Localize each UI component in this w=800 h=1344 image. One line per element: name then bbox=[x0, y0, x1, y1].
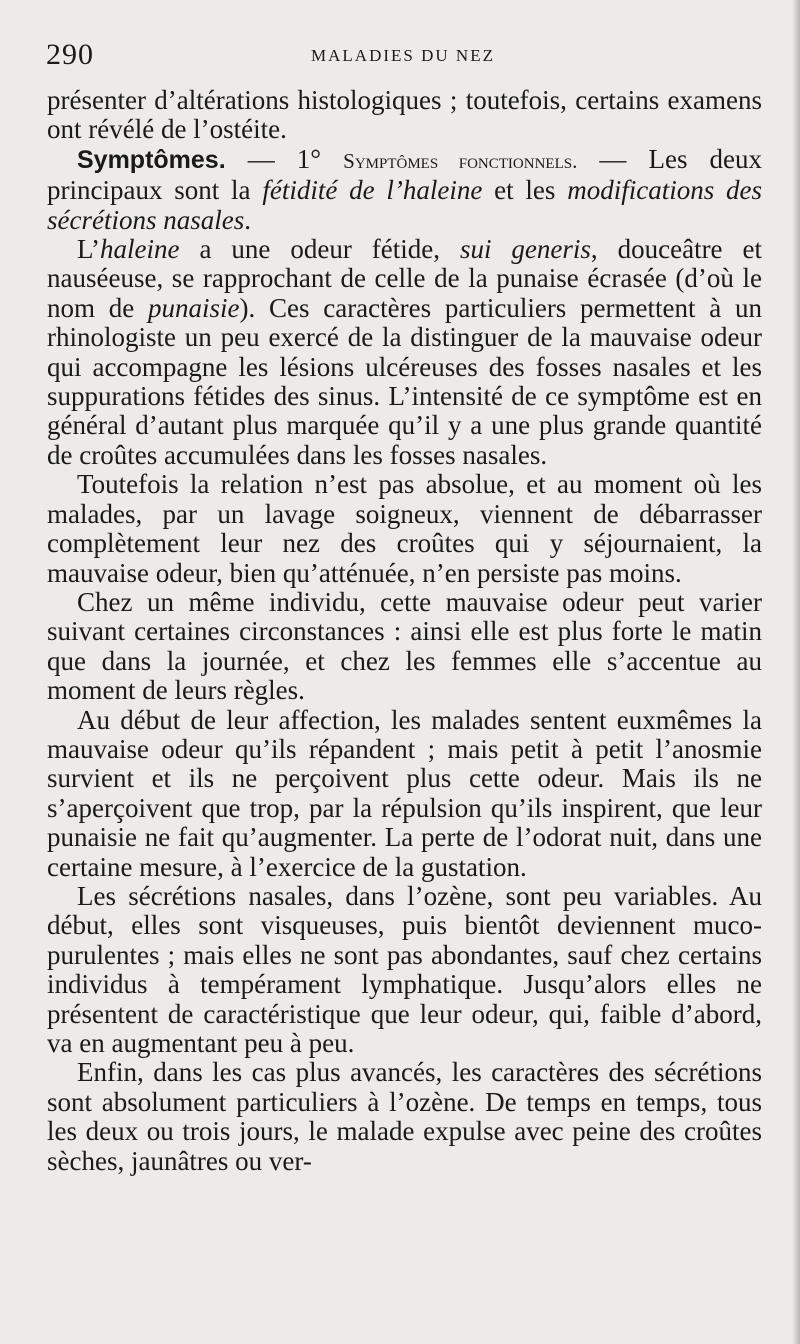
paragraph bbox=[47, 706, 762, 882]
text-run: . bbox=[244, 204, 251, 235]
text-run: présenter d’altérations histologiques ; toutefois, certains examens ont révélé de l’ostéite. bbox=[47, 85, 762, 145]
text-run: L’ bbox=[77, 234, 101, 265]
italic-text: fétidité de l’haleine bbox=[262, 175, 483, 206]
paragraph bbox=[47, 235, 762, 470]
paragraph bbox=[47, 1058, 762, 1176]
paragraph bbox=[47, 86, 762, 145]
text-run: Enfin, dans les cas plus avancés, les caractères des sécrétions sont absolument particuliers à l’ozène. De temps en temps, tous les deux ou trois jours, le malade expulse avec peine des croûtes sèches, jaunâtres ou ver- bbox=[47, 1057, 762, 1176]
text-run: , douceâtre et nauséeuse, se rapprochant de celle de la punaise écrasée (d’où le nom de bbox=[47, 234, 762, 323]
paragraph bbox=[47, 470, 762, 588]
paragraph bbox=[47, 588, 762, 706]
text-run: ). Ces caractères particuliers permettent à un rhinologiste un peu exercé de la distinguer de la mauvaise odeur qui accompagne les lésions ulcéreuses des fosses nasales et les suppurations fétides des sinus. L’intensité de ce symptôme est en général d’autant plus marquée qu’il y a une plus grande quantité de croûtes accumulées dans les fosses nasales. bbox=[47, 292, 762, 470]
text-run: — Les deux principaux sont la bbox=[47, 143, 762, 206]
body-text bbox=[47, 86, 762, 1176]
italic-text: punaisie bbox=[147, 292, 240, 323]
text-run: a une odeur fétide, bbox=[179, 234, 460, 265]
italic-text: modifications des sécrétions nasales bbox=[47, 175, 762, 235]
text-run: Au début de leur affection, les malades sentent euxmêmes la mauvaise odeur qu’ils répandent ; mais petit à petit l’anosmie survient et ils ne perçoivent plus cette odeur. Mais ils ne s’aperçoivent que trop, par la répulsion qu’ils inspirent, que leur punaisie ne fait qu’augmenter. La perte de l’odorat nuit, dans une certaine mesure, à l’exercice de la gustation. bbox=[47, 704, 762, 882]
running-title: MALADIES DU NEZ bbox=[311, 46, 495, 65]
subsection-heading: Symptômes fonctionnels. bbox=[343, 148, 578, 173]
running-head bbox=[46, 38, 760, 71]
text-run: Chez un même individu, cette mauvaise odeur peut varier suivant certaines circonstances : ainsi elle est plus forte le matin que dans la journée, et chez les femmes elle s’accentue au moment de leurs règles. bbox=[47, 586, 762, 706]
page-number: 290 bbox=[46, 38, 94, 71]
paragraph bbox=[47, 145, 762, 235]
text-run: Toutefois la relation n’est pas absolue, et au moment où les malades, par un lavage soigneux, viennent de débarrasser complètement leur nez des croûtes qui y séjournaient, la mauvaise odeur, bien qu’atténuée, n’en persiste pas moins. bbox=[47, 469, 762, 588]
italic-text: sui generis bbox=[459, 234, 591, 265]
text-run: et les bbox=[482, 175, 568, 206]
text-run: Les sécrétions nasales, dans l’ozène, sont peu variables. Au début, elles sont visqueuses, puis bientôt deviennent muco-purulentes ; mais elles ne sont pas abondantes, sauf chez certains individus à tempérament lymphatique. Jusqu’alors elles ne présentent de caractéristique que leur odeur, qui, faible d’abord, va en augmentant peu à peu. bbox=[47, 880, 762, 1058]
paragraph bbox=[47, 882, 762, 1058]
section-heading: Symptômes. bbox=[77, 145, 226, 174]
text-run: — 1° bbox=[225, 143, 344, 174]
italic-text: haleine bbox=[100, 234, 180, 265]
